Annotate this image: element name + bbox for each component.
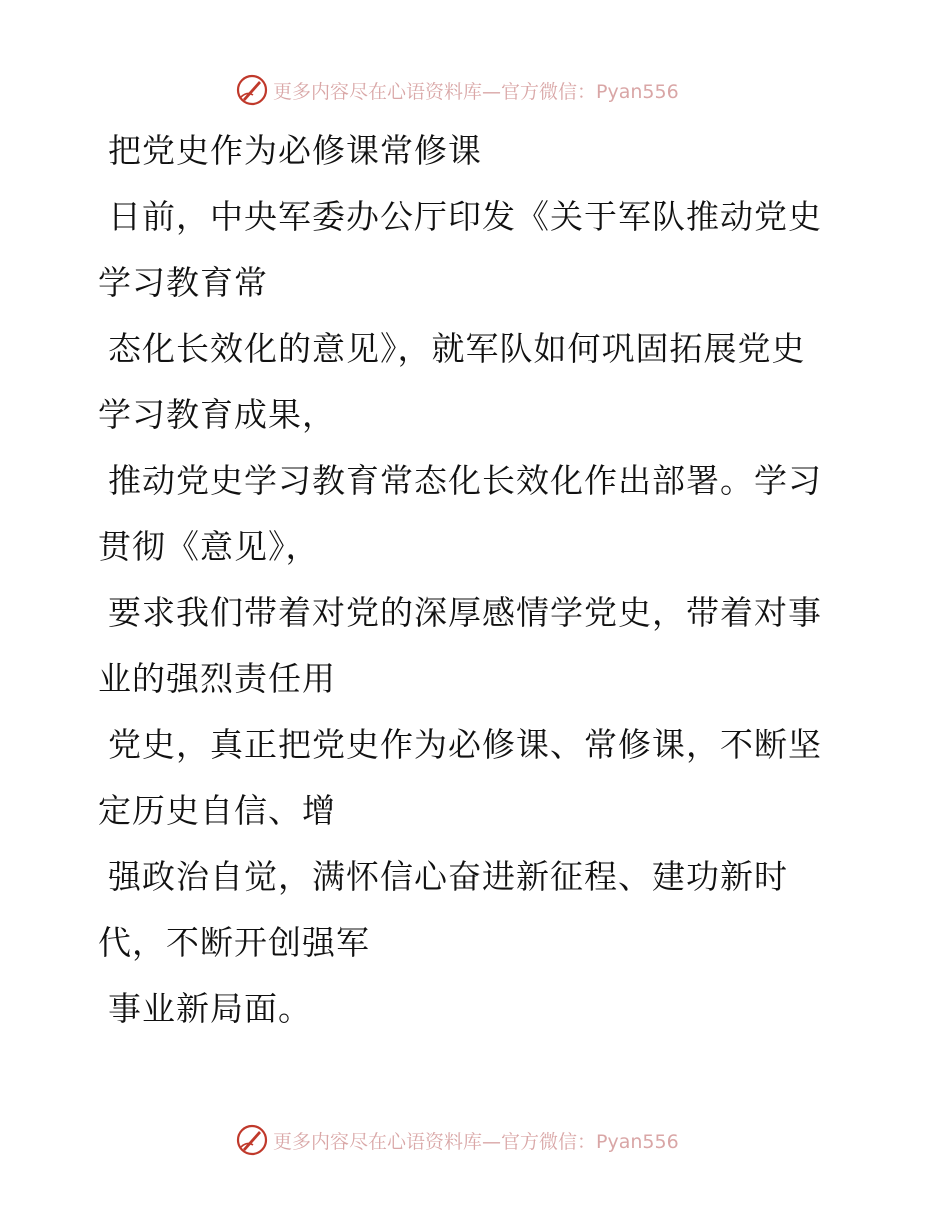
paragraph-line: 学习教育常	[98, 263, 268, 302]
paragraph-line: 贯彻《意见》，	[98, 527, 320, 566]
document-body	[98, 118, 838, 1042]
watermark-text: 更多内容尽在心语资料库—官方微信：Pyan556	[273, 80, 679, 103]
paragraph-line: 学习教育成果，	[98, 395, 336, 434]
quill-pen-logo-icon	[235, 73, 269, 107]
header-watermark	[235, 70, 735, 110]
paragraph-line: 强政治自觉，满怀信心奋进新征程、建功新时	[108, 857, 788, 896]
document-title: 把党史作为必修课常修课	[108, 131, 482, 170]
paragraph-line: 代，不断开创强军	[98, 923, 370, 962]
paragraph-line: 定历史自信、增	[98, 791, 336, 830]
paragraph-line: 党史，真正把党史作为必修课、常修课，不断坚	[108, 725, 822, 764]
footer-watermark	[235, 1120, 735, 1160]
paragraph-line: 业的强烈责任用	[98, 659, 336, 698]
paragraph-line: 态化长效化的意见》，就军队如何巩固拓展党史	[108, 329, 806, 368]
watermark-text: 更多内容尽在心语资料库—官方微信：Pyan556	[273, 1130, 679, 1153]
quill-pen-logo-icon	[235, 1123, 269, 1157]
paragraph-line: 日前，中央军委办公厅印发《关于军队推动党史	[108, 197, 822, 236]
paragraph-line: 事业新局面。	[108, 989, 312, 1028]
paragraph-line: 推动党史学习教育常态化长效化作出部署。学习	[108, 461, 822, 500]
paragraph-line: 要求我们带着对党的深厚感情学党史，带着对事	[108, 593, 822, 632]
